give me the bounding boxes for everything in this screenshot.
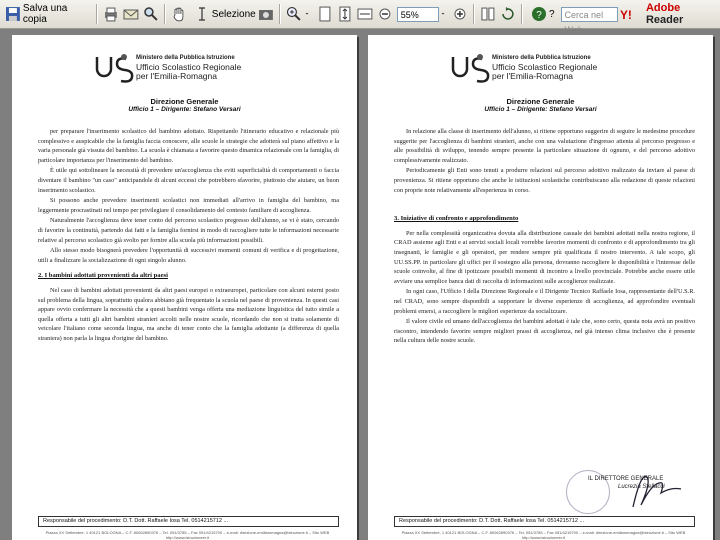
document-page-2 — [368, 35, 713, 540]
chevron-down-icon[interactable] — [305, 6, 313, 22]
ministry-name: Ministero della Pubblica Istruzione — [136, 55, 235, 61]
svg-text:Y!: Y! — [620, 7, 632, 22]
save-copy-button[interactable] — [3, 3, 93, 25]
office-name — [492, 63, 597, 81]
page-2-body — [394, 127, 695, 347]
hand-tool-icon[interactable] — [171, 6, 187, 22]
help-icon — [531, 6, 547, 22]
adobe-reader-logo — [646, 2, 720, 26]
office-line-2: per l'Emilia-Romagna — [136, 71, 217, 81]
zoom-in-plus-icon[interactable] — [452, 6, 468, 22]
spacer — [394, 196, 695, 208]
snapshot-icon[interactable] — [258, 6, 274, 22]
section-heading: 3. Iniziative di confronto e approfondimento — [394, 215, 519, 223]
toolbar-separator — [279, 4, 281, 24]
zoom-field[interactable] — [397, 7, 439, 22]
handwritten-signature — [573, 467, 703, 512]
zoom-out-icon[interactable] — [377, 6, 393, 22]
document-viewer[interactable] — [0, 29, 720, 540]
letterhead — [368, 49, 713, 119]
select-tool-button[interactable] — [192, 3, 256, 25]
paragraph: Il valore civile ed umano dell'accoglienza dei bambini adottati è tale che, sono certo, questa nota avrà un positivo riscontro, intendendo favorire sempre migliori prassi di accoglienza, nel già intenso clima inclusivo che è presente nella cultura delle nostre scuole. — [394, 318, 695, 345]
toolbar-separator — [164, 4, 166, 24]
page-footer: Responsabile del procedimento: D.T. Dott. Raffaele Iosa Tel. 0514215712 ... — [38, 516, 339, 527]
us-logo-icon — [450, 53, 490, 85]
ministry-name: Ministero della Pubblica Istruzione — [492, 55, 591, 61]
fit-width-icon[interactable] — [357, 6, 373, 22]
address-line: Piazza XX Settembre, 1 40121 BOLOGNA – C.F. 80062890376 – Tel. 051/3785 – Fax 051/4215700 – e-mail: direzione-emiliaromagna@istruzione.it – Sito WEB http://www.istruzioneer.it — [45, 530, 330, 540]
direction-title: Direzione Generale — [150, 97, 219, 106]
zoom-value: 55% — [400, 9, 419, 20]
address-line: Piazza XX Settembre, 1 40121 BOLOGNA – C.F. 80062890376 – Tel. 051/3785 – Fax 051/4215700 – e-mail: direzione-emiliaromagna@istruzione.it – Sito WEB http://www.istruzioneer.it — [401, 530, 686, 540]
save-copy-label: Salva una copia — [22, 3, 68, 25]
paragraph: Allo stesso modo bisognerà prevedere l'opportunità di successivi momenti comuni di verifica e di progettazione, utili a finalizzare la socializzazione di ogni singolo alunno. — [38, 247, 339, 264]
print-icon[interactable] — [103, 6, 119, 22]
paragraph: In relazione alla classe di inserimento dell'alunno, si ritiene opportuno suggerire di seguire le medesime procedure suggerite per l'accoglienza di bambini stranieri, anche con una valutazione d'ingresso attenta al percorso pregresso e alle possibilità di sviluppo, tenendo sempre presente la particolare situazione di ognuno, e del percorso adottivo complessivamente realizzato. — [394, 128, 695, 164]
toolbar-separator — [521, 4, 523, 24]
signature-title: IL DIRETTORE GENERALE — [588, 476, 664, 482]
paragraph: Nel caso di bambini adottati provenienti da altri paesi europei o extraeuropei, particolare con alcuni esterni posto sul problema della lingua, soprattutto qualora abbiano già frequentato la scuola nel paese di provenienza. In questi casi appare ovvio confermare la necessità che a questi bambini venga offerta una mediazione linguistica del tutto simile a quella offerta a tutti gli altri bambini stranieri accolti nelle nostre scuole, ricordando che non si tratta solamente di veicolare l'italiano come seconda lingua, ma anche di tener conto che la famiglia adottante (a differenza di quella straniera) non parla la lingua d'origine del bambino. — [38, 286, 339, 342]
office-line-2: per l'Emilia-Romagna — [492, 71, 573, 81]
floppy-disk-icon — [5, 6, 21, 22]
search-document-icon[interactable] — [143, 6, 159, 22]
yahoo-icon[interactable] — [620, 6, 636, 22]
select-label: Selezione — [211, 8, 256, 20]
paragraph: Per nella complessità organizzativa dovuta alla distribuzione casuale dei bambini adottati nella nostra regione, il CRAD assieme agli Enti e ai servizi sociali locali vorrebbe favorire momenti di confronto e di approfondimento tra gli insegnanti, le famiglie e gli operatori, per rendere sempre più qualificata il nostro intervento. A tale scopo, gli UU.SS.PP. in particolare gli uffici per il sostegno alla persona, dovranno raccogliere le disponibilità e l'interesse delle scuole coinvolte, al fine di ipotizzare possibili momenti di incontro a livello provinciale. Potrebbe anche essere utile avviare una semplice banca dati di raccolta di informazioni sulle accoglienze realizzate. — [394, 229, 695, 285]
brand-reader: Reader — [645, 14, 684, 26]
signature-name: Lucrezia Stellacci — [618, 484, 665, 490]
paragraph: Periodicamente gli Enti sono tenuti a produrre relazioni sul percorso adottivo realizzato da inviare al paese di provenienza. Si ritiene opportuno che anche le istituzioni scolastiche contribuiscano alla redazione di queste relazioni con proprie note relativamente all'esperienza in corso. — [394, 167, 695, 194]
help-button[interactable] — [529, 3, 555, 25]
paragraph: È utile qui sottolineare la necessità di prevedere un'accoglienza che eviti superficialità di comportamenti o faccia diventare il bambino "un caso" anticipandole di alcuni eccessi che potrebbero sfavorire, piuttosto che aiutare, un buon inserimento scolastico. — [38, 167, 339, 194]
text-cursor-icon — [194, 6, 210, 22]
toolbar — [0, 0, 720, 29]
toolbar-separator — [96, 4, 98, 24]
rotate-icon[interactable] — [500, 6, 516, 22]
paragraph: Si possono anche prevedere inserimenti scolastici non immediati all'arrivo in famiglia del bambino, ma leggermente procrastinati nel tempo per privilegiare il consolidamento del contesto familiare di accoglienza. — [38, 197, 339, 214]
brand-adobe: Adobe — [645, 2, 681, 14]
paragraph: per preparare l'inserimento scolastico del bambino adottato. Rispettando l'itinerario educativo e relazionale più complessivo e auspicabile che la famiglia faccia conoscere, alle scuole le strategie che adotterà sul piano affettivo e la varia personale già vissuta del bambino. La scuola è chiamata a favorire questo dinamica relazionale con la famiglia, di particolare importanza per l'inserimento del bambino. — [38, 128, 339, 164]
office-line-1: Ufficio Scolastico Regionale — [492, 62, 598, 72]
unit-title: Ufficio 1 – Dirigente: Stefano Versari — [128, 106, 241, 113]
page-footer: Responsabile del procedimento: D.T. Dott. Raffaele Iosa Tel. 0514215712 ... — [394, 516, 695, 527]
us-logo-icon — [94, 53, 134, 85]
page-layout-icon[interactable] — [480, 6, 496, 22]
office-line-1: Ufficio Scolastico Regionale — [136, 62, 242, 72]
document-page-1 — [12, 35, 357, 540]
fit-page-icon[interactable] — [337, 6, 353, 22]
page-1-body — [38, 127, 339, 344]
paragraph: Naturalmente l'accoglienza deve tener conto del percorso scolastico pregresso dell'alunno, se vi è stato, cercando di favorire la continuità, partendo dai fatti e la famiglia fornirsi in modo di raccogliere tutte le informazioni necessarie relative al percorso scolastico già svolto per fornire alla scuola più informazioni possibili. — [38, 217, 339, 244]
chevron-down-icon[interactable] — [441, 6, 449, 22]
section-heading: 2. I bambini adottati provenienti da altri paesi — [38, 272, 168, 280]
office-name — [136, 63, 241, 81]
svg-text:?: ? — [536, 10, 542, 21]
actual-size-icon[interactable] — [317, 6, 333, 22]
search-placeholder: Cerca nel — [564, 9, 604, 20]
email-icon[interactable] — [123, 6, 139, 22]
paragraph: In ogni caso, l'Ufficio I della Direzione Regionale e il Dirigente Tecnico Raffaele Iosa, rappresentante dell'U.S.R. nel CRAD, sono sempre disponibili a supportare le diverse esperienze di accoglienza, ad approfondire eventuali problemi emersi, a raccogliere le migliori esperienze da socializzare. — [394, 288, 695, 315]
toolbar-separator — [473, 4, 475, 24]
direction-title: Direzione Generale — [506, 97, 575, 106]
letterhead — [12, 49, 357, 119]
unit-title: Ufficio 1 – Dirigente: Stefano Versari — [484, 106, 597, 113]
search-input[interactable] — [561, 7, 619, 22]
zoom-in-icon[interactable] — [286, 6, 302, 22]
help-label: ? — [548, 8, 555, 20]
